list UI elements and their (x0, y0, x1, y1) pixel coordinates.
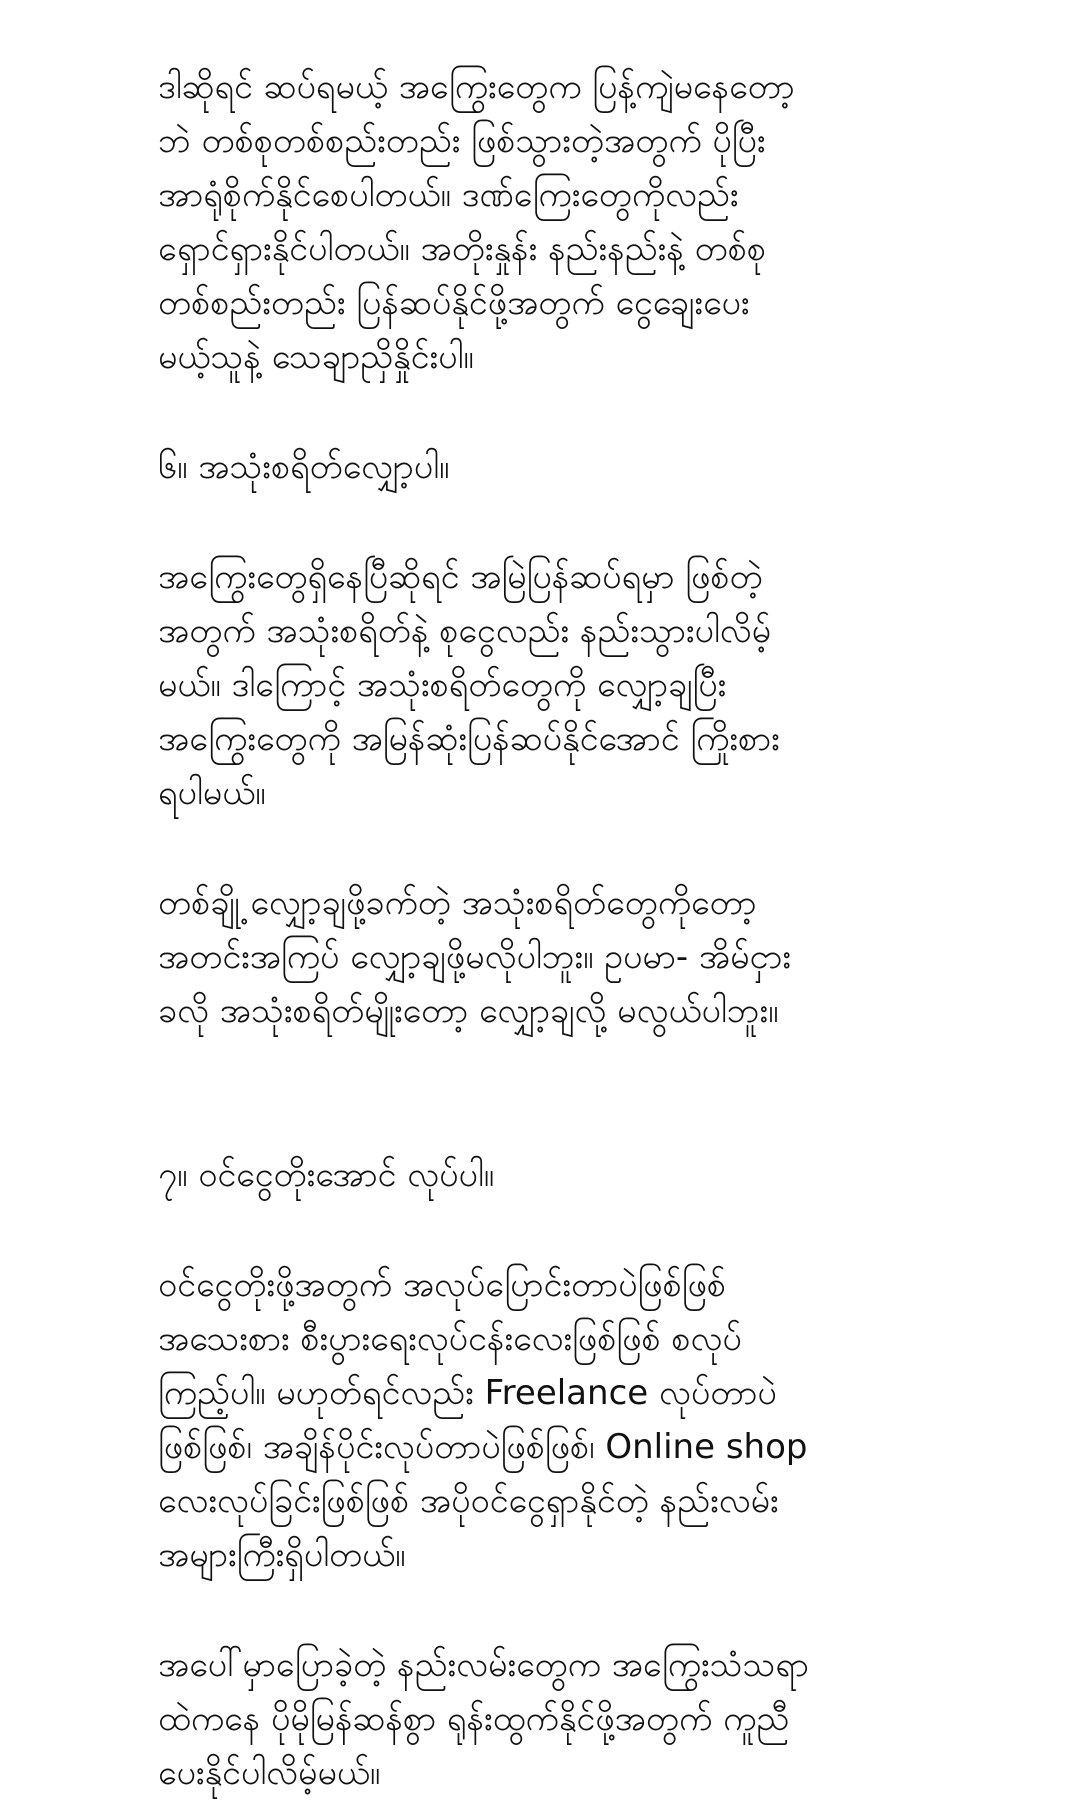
text-line: ပေးနိုင်ပါလိမ့်မယ်။ (158, 1753, 381, 1793)
paragraph-conclusion (158, 1638, 1028, 1800)
text-line: အတင်းအကြပ် လျှော့ချဖို့မလိုပါဘူး။ ဥပမာ- အိမ်ငှား (158, 937, 792, 977)
heading-line: ၇။ ဝင်ငွေတိုးအောင် လုပ်ပါ။ (158, 1155, 495, 1195)
section-heading-6 (158, 440, 1028, 494)
text-line: မယ့်သူနဲ့ သေချာညှိနှိုင်းပါ။ (158, 337, 474, 377)
paragraph-gap (158, 1202, 1028, 1258)
text-line: တစ်စည်းတည်း ပြန်ဆပ်နိုင်ဖို့အတွက် ငွေချေးပေး (158, 283, 750, 323)
paragraph-increase-income (158, 1258, 1028, 1582)
paragraph-gap (158, 1582, 1028, 1638)
paragraph-gap (158, 384, 1028, 440)
text-line: အပေါ်မှာပြောခဲ့တဲ့ နည်းလမ်းတွေက အကြွေးသံသရာ (158, 1645, 809, 1685)
text-line: အာရုံစိုက်နိုင်စေပါတယ်။ ဒဏ်ကြေးတွေကိုလည်း (158, 175, 739, 215)
text-line: ဘဲ တစ်စုတစ်စည်းတည်း ဖြစ်သွားတဲ့အတွက် ပိုပြီး (158, 121, 766, 161)
text-line: ခလို အသုံးစရိတ်မျိုးတော့ လျှော့ချလို့ မလွယ်ပါဘူး။ (158, 991, 779, 1031)
document-body (158, 60, 1028, 1800)
text-line: အတွက် အသုံးစရိတ်နဲ့ စုငွေလည်း နည်းသွားပါလိမ့် (158, 611, 772, 651)
section-heading-7 (158, 1148, 1028, 1202)
text-line: အကြွေးတွေကို အမြန်ဆုံးပြန်ဆပ်နိုင်အောင် ကြိုးစား (158, 719, 780, 759)
paragraph-debt-consolidation (158, 60, 1028, 384)
text-line: အကြွေးတွေရှိနေပြီဆိုရင် အမြဲပြန်ဆပ်ရမှာ ဖြစ်တဲ့ (158, 557, 763, 597)
text-line: အသေးစား စီးပွားရေးလုပ်ငန်းလေးဖြစ်ဖြစ် စလုပ် (158, 1319, 742, 1359)
text-line: ရှောင်ရှားနိုင်ပါတယ်။ အတိုးနှုန်း နည်းနည်းနဲ့ တစ်စု (158, 229, 767, 269)
heading-line: ၆။ အသုံးစရိတ်လျှော့ပါ။ (158, 447, 450, 487)
text-line: ကြည့်ပါ။ မဟုတ်ရင်လည်း Freelance လုပ်တာပဲ (158, 1373, 777, 1413)
text-line: ဖြစ်ဖြစ်၊ အချိန်ပိုင်းလုပ်တာပဲဖြစ်ဖြစ်၊ Online shop (158, 1427, 808, 1467)
text-line: ဝင်ငွေတိုးဖို့အတွက် အလုပ်ပြောင်းတာပဲဖြစ်ဖြစ် (158, 1265, 726, 1305)
text-line: မယ်။ ဒါကြောင့် အသုံးစရိတ်တွေကို လျှော့ချပြီး (158, 665, 727, 705)
text-line: ထဲကနေ ပိုမိုမြန်ဆန်စွာ ရုန်းထွက်နိုင်ဖို့အတွက် ကူညီ (158, 1699, 790, 1739)
paragraph-reduce-expenses (158, 550, 1028, 820)
text-line: တစ်ချို့ လျှော့ချဖို့ခက်တဲ့ အသုံးစရိတ်တွေကိုတော့ (158, 883, 757, 923)
text-line: ရပါမယ်။ (158, 773, 266, 813)
paragraph-gap (158, 820, 1028, 876)
paragraph-fixed-expenses (158, 876, 1028, 1038)
text-line: အများကြီးရှိပါတယ်။ (158, 1535, 406, 1575)
text-line: ဒါဆိုရင် ဆပ်ရမယ့် အကြွေးတွေက ပြန့်ကျဲမနေတော့ (158, 67, 795, 107)
paragraph-gap (158, 494, 1028, 550)
text-line: လေးလုပ်ခြင်းဖြစ်ဖြစ် အပိုဝင်ငွေရှာနိုင်တဲ့ နည်းလမ်း (158, 1481, 779, 1521)
paragraph-gap (158, 1038, 1028, 1148)
